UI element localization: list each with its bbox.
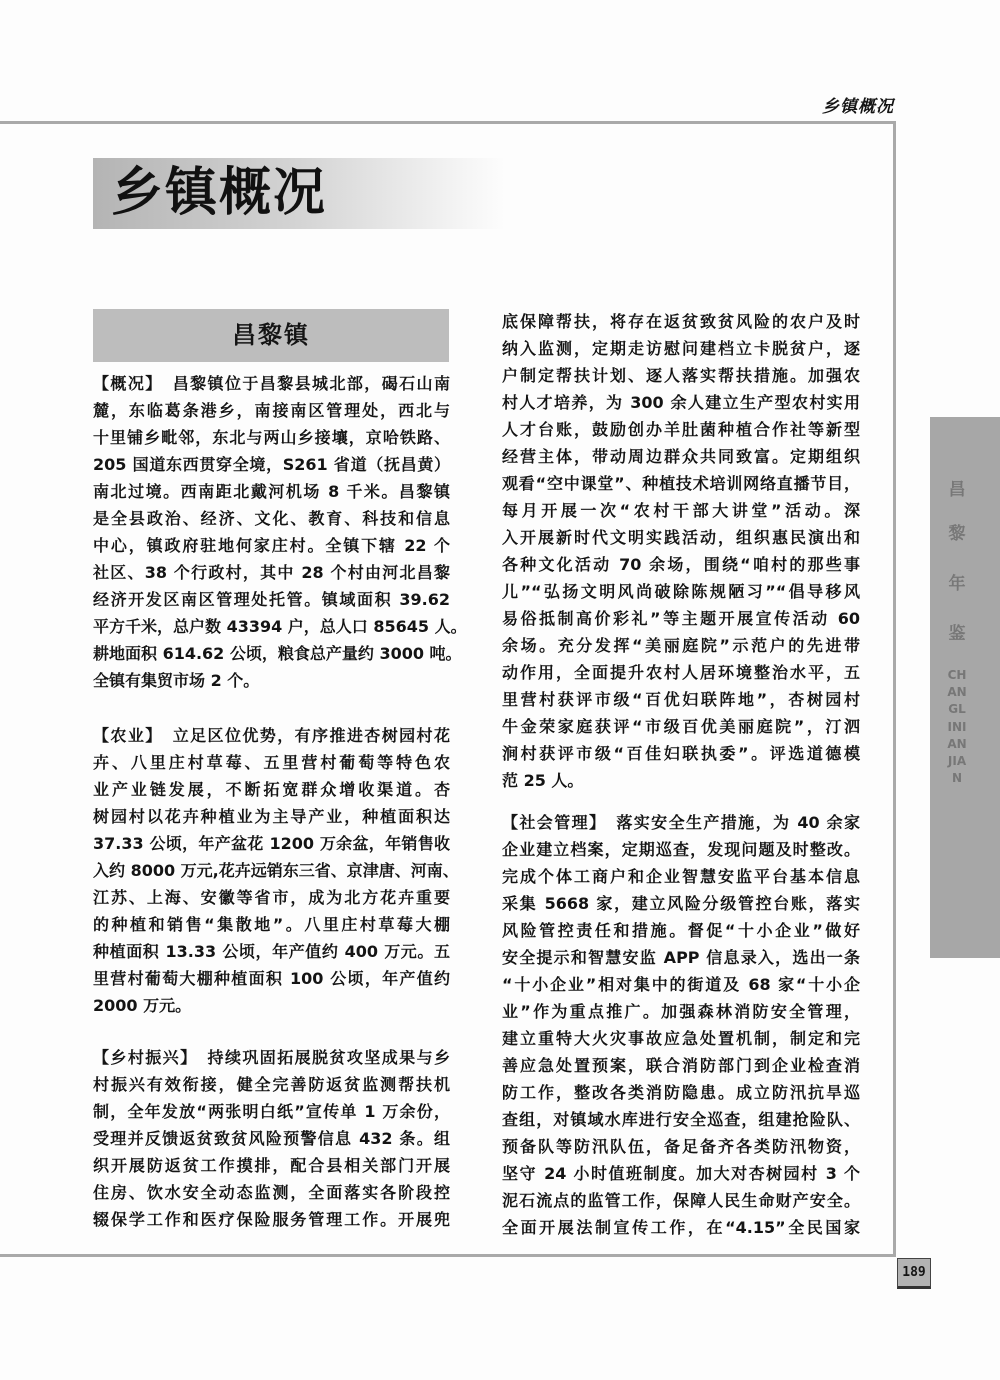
side-pinyin: CHANGLINIANJIAN — [947, 668, 967, 786]
text-line — [502, 659, 860, 686]
side-char: 昌 — [948, 480, 966, 500]
text-line — [502, 497, 860, 524]
line-text: 经营主体，带动周边群众共同致富。定期组织 — [502, 447, 860, 466]
page-number: 189 — [897, 1258, 931, 1289]
page-frame-top-rule — [0, 121, 896, 124]
line-text: 里营村葡萄大棚种植面积 100 公顷，年产值约 — [93, 969, 450, 988]
line-text: 江苏、上海、安徽等省市，成为北方花卉重要 — [93, 888, 450, 907]
text-line — [502, 890, 860, 917]
text-line — [93, 451, 450, 478]
line-text: 纳入监测，定期走访慰问建档立卡脱贫户，逐 — [502, 339, 860, 358]
text-line — [502, 1160, 860, 1187]
text-line — [502, 836, 860, 863]
running-head: 乡镇概况 — [822, 97, 894, 117]
text-line — [93, 613, 467, 640]
text-line — [502, 335, 860, 362]
line-text: 动作用，全面提升农村人居环境整治水平，五 — [502, 663, 860, 682]
text-line — [502, 767, 860, 794]
line-text: 建立重特大火灾事故应急处置机制，制定和完 — [502, 1029, 860, 1048]
text-line — [93, 965, 450, 992]
text-line — [93, 1098, 450, 1125]
text-line — [93, 370, 450, 397]
section-overview — [93, 370, 467, 694]
line-text: 织开展防返贫工作摸排，配合县相关部门开展 — [93, 1156, 450, 1175]
line-text: 预备队等防汛队伍，备足备齐各类防汛物资， — [502, 1137, 860, 1156]
line-text: 完成个体工商户和企业智慧安监平台基本信息 — [502, 867, 860, 886]
line-text: 种植面积 13.33 公顷，年产值约 400 万元。五 — [93, 942, 450, 961]
line-text: 入约 8000 万元,花卉远销东三省、京津唐、河南、 — [93, 861, 459, 880]
section-label: 【乡村振兴】 — [93, 1048, 198, 1067]
line-text: 坚守 24 小时值班制度。加大对杏树园村 3 个 — [502, 1164, 860, 1183]
line-text: 余场。充分发挥“美丽庭院”示范户的先进带 — [502, 636, 860, 655]
text-line — [502, 1025, 860, 1052]
text-line — [502, 632, 860, 659]
text-line — [502, 1079, 860, 1106]
text-line — [502, 443, 860, 470]
line-text: 十里铺乡毗邻，东北与两山乡接壤，京哈铁路、 — [93, 428, 450, 447]
text-line — [502, 944, 860, 971]
line-text: 安全提示和智慧安监 APP 信息录入，选出一条 — [502, 948, 860, 967]
text-line — [93, 749, 450, 776]
line-text: 辍保学工作和医疗保险服务管理工作。开展兜 — [93, 1210, 450, 1229]
text-line — [93, 1125, 450, 1152]
section-label: 【社会管理】 — [502, 813, 607, 832]
text-line — [502, 1187, 860, 1214]
side-char: 黎 — [948, 524, 966, 544]
text-line — [502, 1106, 860, 1133]
text-line — [93, 478, 450, 505]
text-line — [93, 776, 450, 803]
text-line — [502, 917, 860, 944]
text-line — [502, 524, 860, 551]
text-line — [93, 1179, 450, 1206]
line-text: 205 国道东西贯穿全境，S261 省道（抚昌黄） — [93, 455, 450, 474]
line-text: 泥石流点的监管工作，保障人民生命财产安全。 — [502, 1191, 860, 1210]
line-text: 防工作，整改各类消防隐患。成立防汛抗旱巡 — [502, 1083, 860, 1102]
text-line — [93, 911, 450, 938]
text-line — [502, 551, 860, 578]
line-text: 2000 万元。 — [93, 996, 192, 1015]
line-text: 观看“空中课堂”、种植技术培训网络直播节目， — [502, 474, 860, 493]
line-text: 查组，对镇域水库进行安全巡查，组建抢险队、 — [502, 1110, 860, 1129]
line-text: 范 25 人。 — [502, 771, 584, 790]
line-text: 全镇有集贸市场 2 个。 — [93, 671, 260, 690]
text-line — [93, 532, 450, 559]
line-text: 入开展新时代文明实践活动，组织惠民演出和 — [502, 528, 860, 547]
section-rural-revitalization — [93, 1044, 450, 1233]
text-line — [93, 1044, 450, 1071]
page-frame-bottom-rule — [0, 1254, 896, 1257]
text-line — [502, 998, 860, 1025]
chapter-title-band — [93, 158, 505, 229]
line-text: 风险管控责任和措施。督促“十小企业”做好 — [502, 921, 860, 940]
line-text: 涧村获评市级“百佳妇联执委”。评选道德模 — [502, 744, 860, 763]
line-text: “十小企业”相对集中的街道及 68 家“十小企 — [502, 975, 860, 994]
text-line — [93, 884, 450, 911]
line-text: 昌黎镇位于昌黎县城北部，碣石山南 — [172, 374, 450, 393]
text-line — [93, 830, 450, 857]
text-line — [502, 416, 860, 443]
line-text: 村振兴有效衔接，健全完善防返贫监测帮扶机 — [93, 1075, 450, 1094]
text-line — [93, 640, 462, 667]
line-text: 全面开展法制宣传工作，在“4.15”全民国家 — [502, 1218, 860, 1237]
line-text: 卉、八里庄村草莓、五里营村葡萄等特色农 — [93, 753, 450, 772]
text-line — [502, 809, 860, 836]
text-line — [93, 586, 450, 613]
line-text: 业”作为重点推广。加强森林消防安全管理， — [502, 1002, 860, 1021]
text-line — [93, 424, 450, 451]
section-label: 【农业】 — [93, 726, 163, 745]
text-line — [93, 397, 450, 424]
line-text: 受理并反馈返贫致贫风险预警信息 432 条。组 — [93, 1129, 450, 1148]
text-line — [93, 505, 450, 532]
text-line — [502, 389, 860, 416]
line-text: 村人才培养，为 300 余人建立生产型农村实用 — [502, 393, 860, 412]
yearbook-side-tab — [930, 417, 1000, 958]
line-text: 树园村以花卉种植业为主导产业，种植面积达 — [93, 807, 450, 826]
section-label: 【概况】 — [93, 374, 163, 393]
line-text: 平方千米，总户数 43394 户，总人口 85645 人。 — [93, 617, 467, 636]
text-line — [502, 308, 860, 335]
text-line — [502, 1133, 860, 1160]
line-text: 社区、38 个行政村，其中 28 个村由河北昌黎 — [93, 563, 450, 582]
text-line — [93, 722, 450, 749]
text-line — [93, 1071, 450, 1098]
section-social-management — [502, 809, 860, 1241]
side-char: 年 — [948, 574, 966, 594]
side-char: 鉴 — [948, 624, 966, 644]
line-text: 住房、饮水安全动态监测，全面落实各阶段控 — [93, 1183, 450, 1202]
section-rural-revitalization-continued — [502, 308, 860, 794]
line-text: 里营村获评市级“百优妇联阵地”，杏树园村 — [502, 690, 860, 709]
text-line — [502, 740, 860, 767]
text-line — [93, 559, 450, 586]
line-text: 中心，镇政府驻地何家庄村。全镇下辖 22 个 — [93, 536, 450, 555]
line-text: 人才台账，鼓励创办羊肚菌种植合作社等新型 — [502, 420, 860, 439]
line-text: 业产业链发展，不断拓宽群众增收渠道。杏 — [93, 780, 450, 799]
line-text: 底保障帮扶，将存在返贫致贫风险的农户及时 — [502, 312, 860, 331]
text-line — [502, 686, 860, 713]
section-agriculture — [93, 722, 459, 1019]
line-text: 的种植和销售“集散地”。八里庄村草莓大棚 — [93, 915, 450, 934]
line-text: 采集 5668 家，建立风险分级管控台账，落实 — [502, 894, 860, 913]
line-text: 麓，东临葛条港乡，南接南区管理处，西北与 — [93, 401, 450, 420]
line-text: 各种文化活动 70 余场，围绕“咱村的那些事 — [502, 555, 860, 574]
line-text: 持续巩固拓展脱贫攻坚成果与乡 — [207, 1048, 450, 1067]
text-line — [502, 1214, 860, 1241]
line-text: 户制定帮扶计划、逐人落实帮扶措施。加强农 — [502, 366, 860, 385]
line-text: 每月开展一次“农村干部大讲堂”活动。深 — [502, 501, 860, 520]
page-frame-right-rule — [893, 121, 896, 1257]
town-heading: 昌黎镇 — [93, 309, 449, 362]
text-line — [502, 362, 860, 389]
line-text: 南北过境。西南距北戴河机场 8 千米。昌黎镇 — [93, 482, 450, 501]
text-line — [502, 1052, 860, 1079]
line-text: 儿”“弘扬文明风尚破除陈规陋习”“倡导移风 — [502, 582, 860, 601]
line-text: 善应急处置预案，联合消防部门到企业检查消 — [502, 1056, 860, 1075]
text-line — [502, 578, 860, 605]
line-text: 是全县政治、经济、文化、教育、科技和信息 — [93, 509, 450, 528]
line-text: 易俗抵制高价彩礼”等主题开展宣传活动 60 — [502, 609, 860, 628]
text-line — [93, 1206, 450, 1233]
text-line — [502, 713, 860, 740]
text-line — [502, 605, 860, 632]
text-line — [93, 857, 459, 884]
line-text: 落实安全生产措施，为 40 余家 — [616, 813, 860, 832]
chapter-title: 乡镇概况 — [111, 163, 328, 223]
line-text: 立足区位优势，有序推进杏树园村花 — [172, 726, 450, 745]
line-text: 经济开发区南区管理处托管。镇域面积 39.62 — [93, 590, 450, 609]
line-text: 企业建立档案，定期巡查，发现问题及时整改。 — [502, 840, 860, 859]
text-line — [502, 470, 860, 497]
text-line — [93, 938, 450, 965]
text-line — [93, 992, 450, 1019]
text-line — [93, 667, 450, 694]
line-text: 制，全年发放“两张明白纸”宣传单 1 万余份， — [93, 1102, 450, 1121]
text-line — [93, 803, 450, 830]
text-line — [502, 971, 860, 998]
line-text: 耕地面积 614.62 公顷，粮食总产量约 3000 吨。 — [93, 644, 462, 663]
line-text: 牛金荣家庭获评“市级百优美丽庭院”，汀泗 — [502, 717, 860, 736]
line-text: 37.33 公顷，年产盆花 1200 万余盆，年销售收 — [93, 834, 450, 853]
text-line — [93, 1152, 450, 1179]
text-line — [502, 863, 860, 890]
